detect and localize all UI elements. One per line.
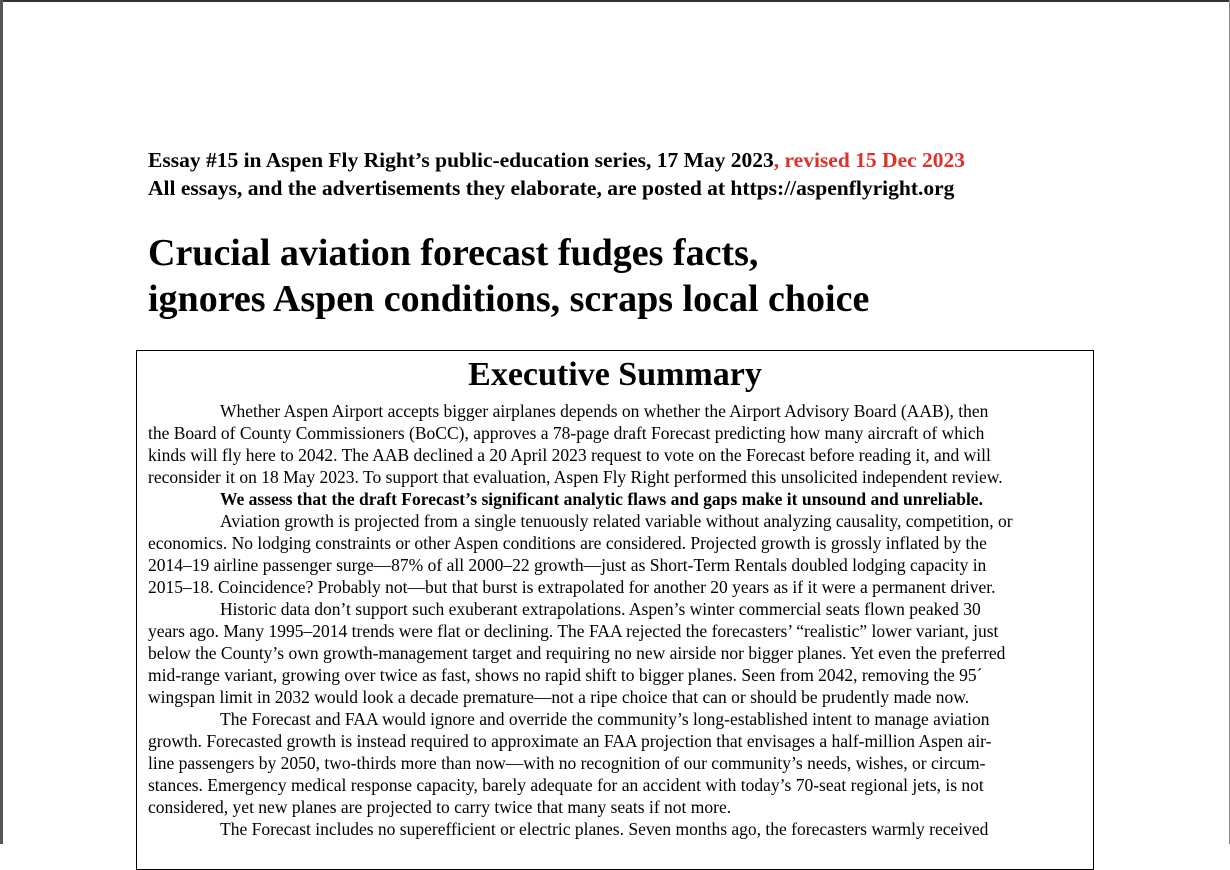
body-line: 2015–18. Coincidence? Probably not—but that burst is extrapolated for another 20 years as if it were a permanent driver. — [148, 577, 996, 597]
header-series-text: Essay #15 in Aspen Fly Right’s public-education series, 17 May 2023 — [148, 148, 774, 172]
page-frame-left — [0, 0, 3, 844]
body-line: the Board of County Commissioners (BoCC), approves a 78-page draft Forecast predicting how many aircraft of which — [148, 423, 985, 443]
essay-header — [148, 146, 1108, 202]
body-line: The Forecast includes no superefficient or electric planes. Seven months ago, the forecasters warmly received — [220, 819, 989, 839]
body-line-key-assessment: We assess that the draft Forecast’s significant analytic flaws and gaps make it unsound and unreliable. — [220, 489, 983, 509]
title-line-2: ignores Aspen conditions, scraps local choice — [148, 278, 870, 320]
body-line: wingspan limit in 2032 would look a decade premature—not a ripe choice that can or should be prudently made now. — [148, 687, 970, 707]
body-line: below the County’s own growth-management target and requiring no new airside nor bigger planes. Yet even the preferred — [148, 643, 1006, 663]
body-line: line passengers by 2050, two-thirds more than now—with no recognition of our community’s needs, wishes, or circum- — [148, 753, 986, 773]
body-line: mid-range variant, growing over twice as fast, shows no rapid shift to bigger planes. Seen from 2042, removing the 95´ — [148, 665, 983, 685]
body-line: years ago. Many 1995–2014 trends were flat or declining. The FAA rejected the forecasters’ “realistic” lower variant, just — [148, 621, 999, 641]
body-line: growth. Forecasted growth is instead required to approximate an FAA projection that envisages a half-million Aspen air- — [148, 731, 992, 751]
page-frame-top — [0, 0, 1230, 2]
title-line-1: Crucial aviation forecast fudges facts, — [148, 232, 759, 274]
body-line: economics. No lodging constraints or other Aspen conditions are considered. Projected growth is grossly inflated by the — [148, 533, 987, 553]
body-line: considered, yet new planes are projected to carry twice that many seats if not more. — [148, 797, 732, 817]
body-line: Aviation growth is projected from a single tenuously related variable without analyzing causality, competition, or — [220, 511, 1013, 531]
executive-summary-body — [148, 400, 1088, 840]
body-line: Whether Aspen Airport accepts bigger airplanes depends on whether the Airport Advisory Board (AAB), then — [220, 401, 989, 421]
body-line: Historic data don’t support such exuberant extrapolations. Aspen’s winter commercial seats flown peaked 30 — [220, 599, 981, 619]
body-line: reconsider it on 18 May 2023. To support that evaluation, Aspen Fly Right performed this unsolicited independent review. — [148, 467, 1003, 487]
body-line: 2014–19 airline passenger surge—87% of all 2000–22 growth—just as Short-Term Rentals doubled lodging capacity in — [148, 555, 987, 575]
header-revised-text: , revised 15 Dec 2023 — [773, 148, 966, 172]
header-line-2: All essays, and the advertisements they elaborate, are posted at https://aspenflyright.org — [148, 176, 955, 200]
body-line: The Forecast and FAA would ignore and override the community’s long-established intent to manage aviation — [220, 709, 990, 729]
header-line-1 — [148, 146, 1108, 174]
executive-summary-heading: Executive Summary — [468, 356, 762, 393]
essay-title — [148, 230, 869, 322]
body-line: kinds will fly here to 2042. The AAB declined a 20 April 2023 request to vote on the Forecast before reading it, and will — [148, 445, 991, 465]
body-line: stances. Emergency medical response capacity, barely adequate for an accident with today’s 70-seat regional jets, is not — [148, 775, 984, 795]
